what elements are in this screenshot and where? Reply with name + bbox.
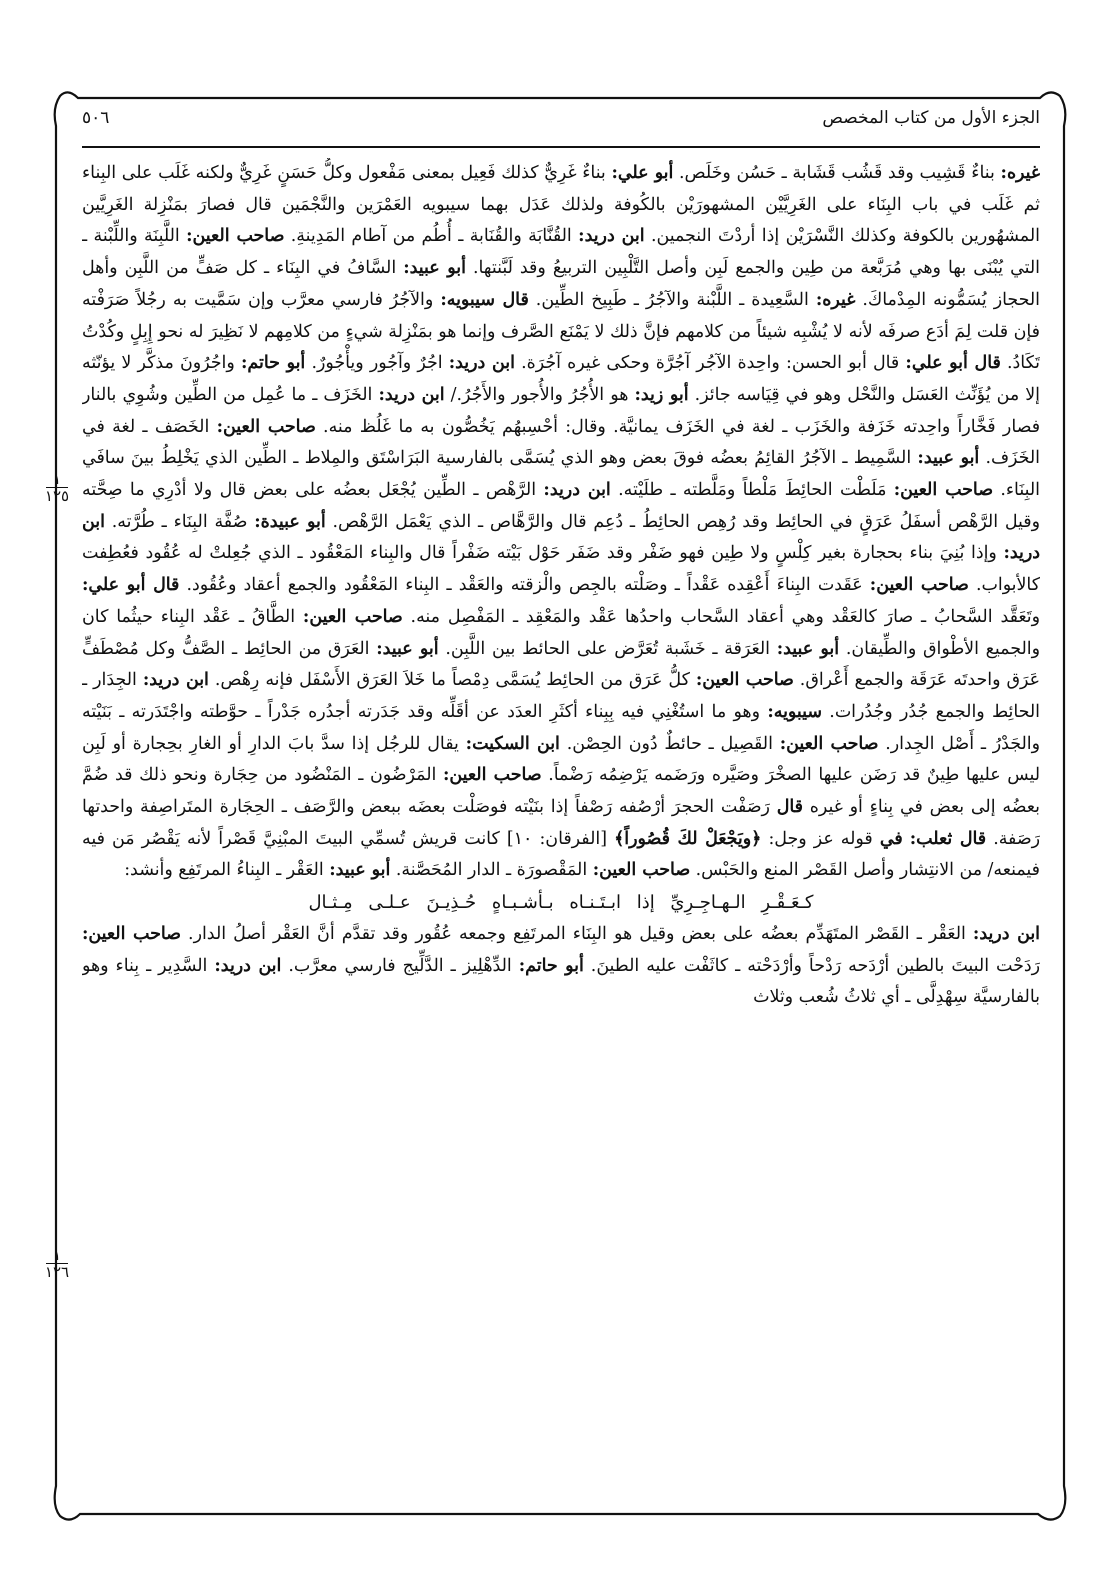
running-title: الجزء الأول من كتاب المخصص (822, 108, 1040, 128)
source-citation: قال ثعلب: (909, 828, 987, 849)
margin-marker-denominator: ١٢٥ (44, 487, 70, 505)
text-run: القُنَّابَة والقُنَابة ـ أُطُم من آطام المَدِينةِ. (284, 226, 579, 247)
poetry-verse: كـعَـقْـرِ الـهـاجِـرِيِّ إذا ابـتَـنـاه بـأشـبـاهٍ حُـذِيـنَ عـلـى مِـثـال (308, 892, 814, 914)
text-run: المَرْضُون ـ المَنْضُود من حِجَارة ونحو ذلك قد ضُمَّ بعضُه إلى بعض في بِناءٍ أو غيره (82, 765, 1040, 818)
main-text-body (82, 158, 1040, 1460)
text-run: وتَعَقَّد السَّحابُ ـ صارَ كالعَقْد وهي أعقاد السَّحاب واحدُها عَقْد والمَعْقِد ـ المَفْصِل منه. (402, 606, 1040, 627)
text-run: الجِدَار ـ الحائِط والجمع جُدُر وجُدُرات. (82, 670, 1040, 722)
source-citation: صاحب العين: (893, 480, 993, 501)
source-citation: قال سيبويه: (440, 289, 529, 310)
source-citation: صاحب العين: (186, 226, 285, 247)
source-citation: أبو عبيد: (403, 258, 466, 279)
text-run: الخَصَف ـ لغة في الخَزَف. (82, 416, 1040, 469)
text-run: عَقَدت البِناءَ أَعْقِده عَقْداً ـ وصَلْته بالجِص والْزقته والعَقْد ـ البِناء المَعْقُود والجمع أعقاد وعُقُود. (179, 575, 870, 596)
source-citation: صاحب العين: (779, 733, 879, 754)
source-citation: ابن السكيت: (465, 733, 560, 754)
source-citation: صاحب العين: (695, 670, 794, 691)
text-run: رَصَفْت الحجرَ أرْصُفه رَصْفاً إذا بنَيْته فوصَلْت بعضَه ببعض والرَّصَف ـ الحِجَارة المتَراصِفة واحدتها رَصَفة. (82, 797, 1040, 849)
text-run: هو الأُجُرُ والأُجور والأَجُرُ./ (444, 384, 635, 405)
text-run: والآجُرُ فارسي معرَّب وإن سَمَّيت به رجُلاً صَرَفْته فإن قلت لِمَ أدَع صرفَه لأنه لا يُشْبِه شيئاً من كلامهم فإنَّ ذلك لا يَمْنَع الصَّرف وإنما هو بمَنْزِلة شيءٍ من كلامِهم لا نَظِيرَ له نحو إِبِلٍ وكُدْتُ تَكَادُ. (82, 289, 1040, 374)
source-citation: صاحب العين: (869, 575, 969, 596)
source-citation: ابن دريد: (578, 226, 645, 247)
text-run: المَقْصورَة ـ الدار المُحَصَّنة. (390, 860, 593, 881)
source-citation: أبو عبيدة: (254, 511, 326, 532)
text-run: السَّمِيط ـ الآجُرُ القائِمُ بعضُه فوقَ بعض وهو الذي يُسَمَّى بالفارسية البَرَاسْتَق والمِلاط ـ الطِّين الذي يَخْلِطُ بينَ سافَي البِنَاء. (82, 448, 1040, 501)
text-run: الخَزَف ـ ما عُمِل من الطِّين وشُوِي بالنار فصار فَخَّاراً واحِدته خَزَفة والخَزَب ـ لغة في الخَزَف يمانيَّة. وقال: أحْسِبهُم يَخُصُّون به ما غَلُظ منه. (82, 384, 1040, 437)
text-run: العَقْر ـ البِناءُ المرتَفِع وأنشد: (124, 860, 330, 881)
text-run: كلُّ عَرَق من الحائِط يُسَمَّى دِمْصاً ما خَلاَ العَرَق الأَسْفَل فإنه رِهْص. (208, 670, 696, 691)
text-run: رَدَحْت البيتَ بالطين أرْدَحه رَدْحاً وأرْدَحْته ـ كاثَفْت عليه الطينَ. (583, 955, 1040, 976)
text-run: الطَّاقُ ـ عَقْد البِناء حيثُما كان والجميع الأطْواق والطِّيقان. (82, 606, 1040, 659)
text-run: بناءٌ قَشِيب وقد قَشُب قَشَابة ـ حَسُن وخَلَص. (673, 163, 1001, 183)
source-citation: في (879, 828, 903, 849)
paragraph-1 (82, 158, 1040, 887)
margin-page-marker-126 (44, 1248, 70, 1279)
text-run: اجُرٌ وآجُور ويأْجُورٌ. (305, 353, 449, 374)
text-run: العَقْر ـ القَصْر المتَهَدِّم بعضُه على بعض وقيل هو البِنَاء المرتَفِع وجمعه عُقُور وقد تقدَّم أنَّ العَقْر أصلُ الدار. (180, 923, 973, 944)
source-citation: سيبويه: (767, 701, 822, 722)
text-run: وهو ما استُغْنِي فيه بِبِناء أكثَرِ العدَد عن أقَلِّه وقد جَدَرته أجدُره جَدْراً ـ حوَّطته واجْتَدَرته ـ بَنَيْته والجَدْرُ ـ أَصْل الجِدار. (82, 701, 1040, 754)
source-citation: غيره: (815, 289, 856, 310)
text-run: وإذا بُنِيَ بناء بحجارة بغير كِلْسٍ ولا طِين فهو ضَفْر وقد ضَفَر حَوْل بَيْته ضَفْراً قال والبِناء المَعْقُود ـ الذي جُعِلتْ له عُقُود فعُطِفت كالأبواب. (82, 543, 1040, 596)
source-citation: ابن دريد: (142, 670, 209, 691)
source-citation: أبو علي: (611, 163, 674, 183)
text-run: الرَّهْص ـ الطِّين يُجْعَل بعضُه على بعض قال ولا أدْرِي ما صِحَّته وقيل الرَّهْص أسفَلُ عَرَقٍ في الحائِط وقد رُهِص الحائِطُ ـ دُعِم قال والرَّهَّاص ـ الذي يَعْمَل الرَّهْص. (82, 480, 1040, 532)
text-run: السَّافُ في البِنَاء ـ كل صَفٍّ من اللَّبِن وأهل الحجاز يُسَمُّونه المِدْماكَ. (82, 258, 1040, 310)
text-run: صُفَّة البِنَاء ـ طُرَّته. (104, 511, 255, 532)
source-citation: ابن دريد: (214, 955, 282, 976)
text-run: مَلَطْت الحائِطَ مَلْطاً ومَلَّطته ـ طلَيْته. (610, 480, 894, 501)
text-run: السَّعِيدة ـ اللَّبْنة والآجُرُ ـ طَبِيخ الطِّين. (528, 289, 816, 310)
source-citation: صاحب العين: (592, 860, 691, 881)
source-citation: غيره: (1000, 163, 1040, 183)
source-citation: قال أبو علي: (82, 575, 180, 596)
margin-page-marker-125 (44, 472, 70, 503)
source-citation: أبو عبيد: (329, 860, 391, 881)
source-citation: ابن دريد: (448, 353, 515, 374)
text-run: قوله عز وجل: (761, 828, 880, 849)
source-citation: ﴿ويَجْعَلْ لكَ قُصُوراً﴾ (614, 828, 762, 849)
text-run: السَّدِير ـ بِناء وهو بالفارسيَّة سِهْدِلَّى ـ أي ثلاثُ شُعب وثلاث (82, 955, 1040, 1008)
margin-marker-denominator: ١٢٦ (44, 1263, 70, 1281)
text-run: العَرَقة ـ خَشَبة تُعَرَّض على الحائط بين اللَّبِن. (438, 638, 777, 659)
source-citation: ابن دريد: (543, 480, 611, 501)
source-citation: صاحب العين: (443, 765, 542, 786)
text-run: اللَّبِنَة واللِّبْنة ـ التي يُبْنَى بها وهي مُرَبَّعة من طِين والجمع لَبِن وأصل التَّلْبِين التربيعُ وقد لَبَّنتها. (82, 226, 1040, 279)
text-run: بناءٌ غَرِيٌّ كذلك فَعِيل بمعنى مَفْعول وكلُّ حَسَنٍ غَرِيٌّ ولكنه غَلَب على البِناء ثم غَلَب في باب البِنَاء على الغَرِيَّيْن المشهورَيْن بالكُوفة ولذلك عَدَل بهما سيبويه العَمْرَين والنَّجْمَين قال فصارَ بمَنْزِلة الغَرِيَّين المشهُورين بالكوفة وكذلك النَّسْرَيْن إذا أردْتَ النجمين. (82, 163, 1040, 247)
source-citation: أبو حاتم: (518, 955, 584, 976)
text-run: القَصِيل ـ حائطٌ دُون الحِصْن. (559, 733, 780, 754)
text-run: يقال للرجُل إذا سدَّ بابَ الدارِ أو الغارِ بحِجارة أو لَبِن ليس عليها طِينٌ قد رَضَن عليها الصخْرَ وصَيَّره ورَضَمه يَرْضِمُه رَضْماً. (82, 733, 1040, 786)
source-citation: أبو عبيد: (917, 448, 980, 469)
source-citation: أبو حاتم: (240, 353, 306, 374)
source-citation: ابن دريد: (82, 511, 1040, 564)
source-citation: ابن دريد: (378, 384, 445, 405)
text-run: قال أبو الحسن: واحِدة الآجُر آجُرَّة وحكى غيره آجُرَة. (514, 353, 906, 374)
source-citation: صاحب العين: (82, 923, 181, 944)
source-citation: صاحب العين: (302, 606, 403, 627)
paragraph-2 (82, 919, 1040, 1014)
page-number: ٥٠٦ (82, 108, 110, 128)
margin-marker-numerator: ١ (52, 1246, 62, 1264)
source-citation: أبو زيد: (634, 384, 689, 405)
running-header (82, 100, 1040, 140)
source-citation: أبو عبيد: (376, 638, 439, 659)
source-citation: قال (776, 797, 803, 818)
text-run (903, 829, 910, 849)
header-rule (82, 146, 1040, 148)
source-citation: صاحب العين: (216, 416, 316, 437)
text-run: العَرَق من الحائِط ـ الصَّفُّ وكل مُصْطَفٍّ عَرَق واحدتَه عَرَقَة والجمع أَعْراق. (82, 638, 1040, 691)
source-citation: أبو عبيد: (776, 638, 840, 659)
text-run: واجُرُونَ مذكَّر لا يؤنّثه إلا من يُؤَنِّث العَسَل والنَّحْل وهو في قِيَاسه جائز. (82, 353, 1040, 405)
text-run: الدِّهْلِيز ـ الدَّلِّيج فارسي معرَّب. (281, 955, 519, 976)
source-citation: قال أبو علي: (905, 353, 1001, 374)
source-citation: ابن دريد: (972, 923, 1040, 944)
margin-marker-numerator: ١ (52, 470, 62, 488)
text-run: [الفرقان: ١٠] كانت قريش تُسمِّي البيتَ المبْنِيَّ قَصْراً لأنه يَقْصُر مَن فيه فيمنعه/ من الانتِشار وأصل القَصْر المنع والحَبْس. (82, 828, 1040, 881)
